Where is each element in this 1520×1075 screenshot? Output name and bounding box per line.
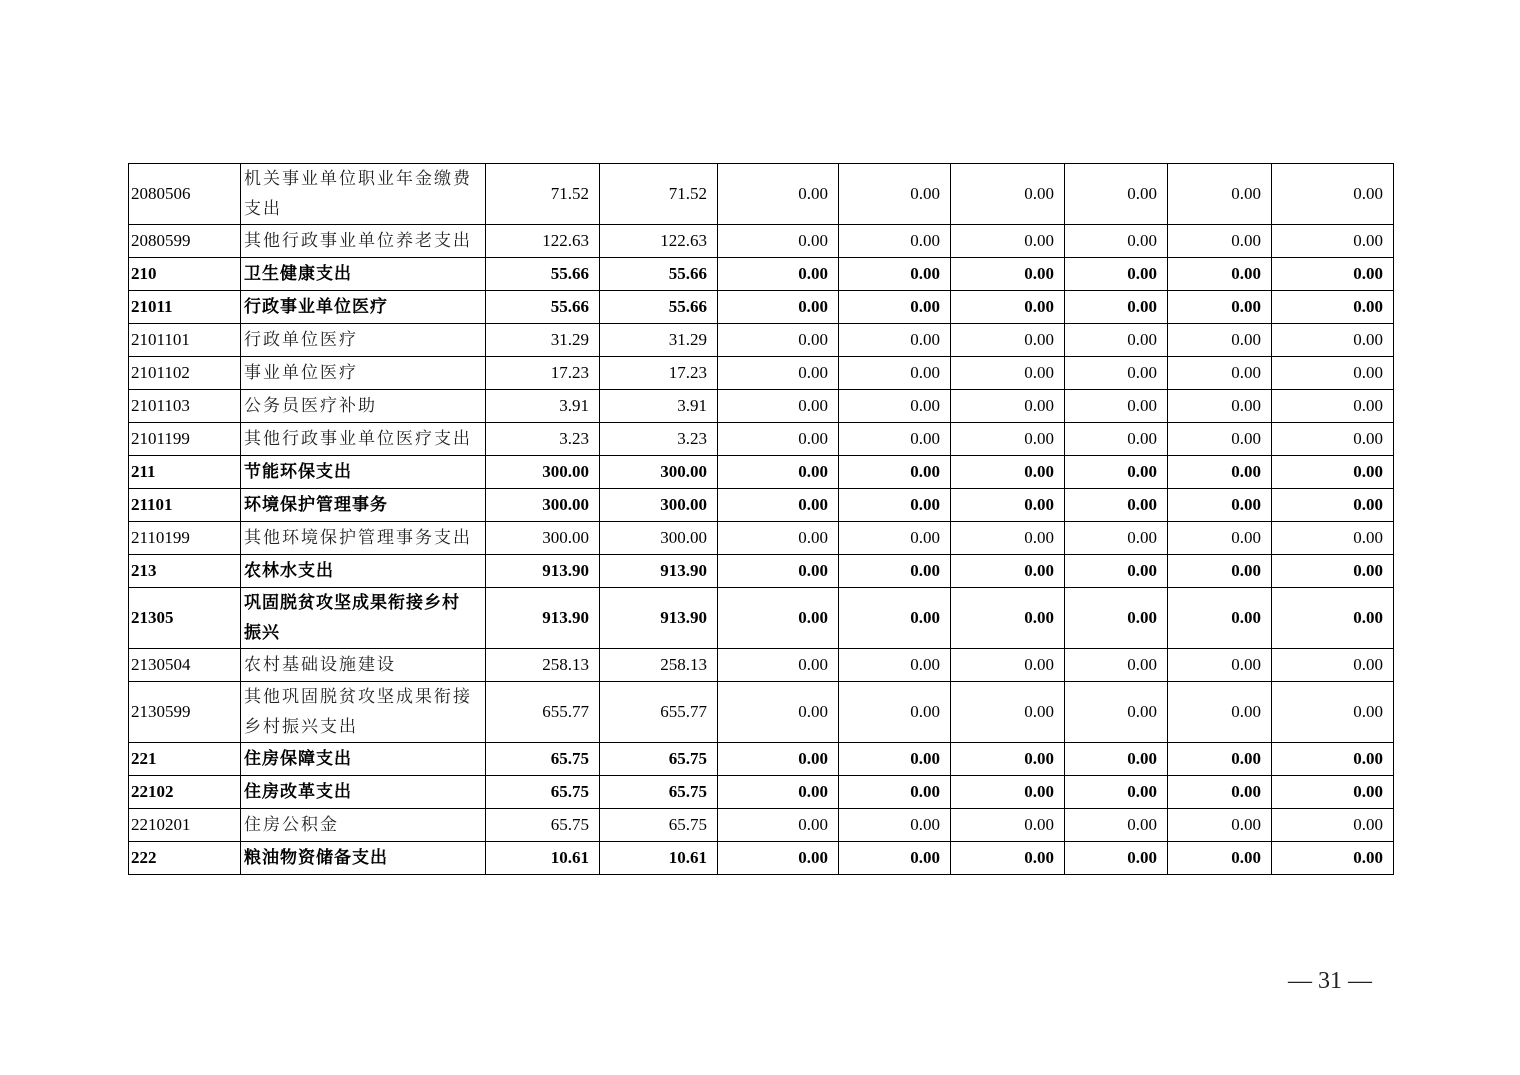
amount-cell: 0.00 bbox=[1065, 164, 1168, 225]
amount-cell: 10.61 bbox=[486, 842, 600, 875]
account-code-cell: 2101101 bbox=[129, 324, 241, 357]
account-code-cell: 22102 bbox=[129, 776, 241, 809]
amount-cell: 0.00 bbox=[1272, 522, 1394, 555]
amount-cell: 0.00 bbox=[718, 776, 839, 809]
amount-cell: 0.00 bbox=[1065, 423, 1168, 456]
amount-cell: 0.00 bbox=[951, 357, 1065, 390]
amount-cell: 0.00 bbox=[1065, 809, 1168, 842]
amount-cell: 0.00 bbox=[839, 809, 951, 842]
amount-cell: 0.00 bbox=[1065, 225, 1168, 258]
amount-cell: 0.00 bbox=[718, 555, 839, 588]
table-row bbox=[129, 324, 1394, 357]
amount-cell: 0.00 bbox=[839, 489, 951, 522]
amount-cell: 0.00 bbox=[951, 776, 1065, 809]
amount-cell: 0.00 bbox=[1065, 489, 1168, 522]
amount-cell: 0.00 bbox=[1065, 588, 1168, 649]
amount-cell: 0.00 bbox=[1168, 258, 1272, 291]
amount-cell: 65.75 bbox=[600, 743, 718, 776]
table-body bbox=[129, 164, 1394, 875]
amount-cell: 0.00 bbox=[1272, 776, 1394, 809]
amount-cell: 0.00 bbox=[951, 649, 1065, 682]
amount-cell: 0.00 bbox=[1168, 423, 1272, 456]
account-name-cell: 其他行政事业单位医疗支出 bbox=[241, 423, 486, 456]
account-name-cell: 公务员医疗补助 bbox=[241, 390, 486, 423]
amount-cell: 0.00 bbox=[1168, 522, 1272, 555]
amount-cell: 0.00 bbox=[1272, 225, 1394, 258]
amount-cell: 0.00 bbox=[1168, 809, 1272, 842]
amount-cell: 55.66 bbox=[600, 258, 718, 291]
account-code-cell: 2101102 bbox=[129, 357, 241, 390]
amount-cell: 0.00 bbox=[839, 555, 951, 588]
amount-cell: 0.00 bbox=[1065, 555, 1168, 588]
amount-cell: 0.00 bbox=[1168, 324, 1272, 357]
amount-cell: 0.00 bbox=[951, 743, 1065, 776]
table-row bbox=[129, 842, 1394, 875]
amount-cell: 0.00 bbox=[839, 522, 951, 555]
account-name-cell: 节能环保支出 bbox=[241, 456, 486, 489]
amount-cell: 0.00 bbox=[1272, 423, 1394, 456]
account-code-cell: 21305 bbox=[129, 588, 241, 649]
account-code-cell: 222 bbox=[129, 842, 241, 875]
amount-cell: 0.00 bbox=[1272, 588, 1394, 649]
amount-cell: 913.90 bbox=[486, 588, 600, 649]
amount-cell: 0.00 bbox=[951, 390, 1065, 423]
amount-cell: 0.00 bbox=[839, 682, 951, 743]
amount-cell: 65.75 bbox=[600, 809, 718, 842]
amount-cell: 0.00 bbox=[951, 682, 1065, 743]
table-row bbox=[129, 776, 1394, 809]
amount-cell: 0.00 bbox=[951, 423, 1065, 456]
page-number: — 31 — bbox=[1288, 968, 1372, 994]
amount-cell: 0.00 bbox=[1272, 164, 1394, 225]
table-row bbox=[129, 258, 1394, 291]
amount-cell: 0.00 bbox=[951, 555, 1065, 588]
account-name-cell: 住房保障支出 bbox=[241, 743, 486, 776]
amount-cell: 300.00 bbox=[600, 489, 718, 522]
amount-cell: 0.00 bbox=[951, 588, 1065, 649]
amount-cell: 0.00 bbox=[1168, 776, 1272, 809]
amount-cell: 0.00 bbox=[1065, 258, 1168, 291]
amount-cell: 0.00 bbox=[718, 522, 839, 555]
account-name-cell: 住房公积金 bbox=[241, 809, 486, 842]
account-name-cell: 粮油物资储备支出 bbox=[241, 842, 486, 875]
amount-cell: 0.00 bbox=[1272, 456, 1394, 489]
amount-cell: 122.63 bbox=[600, 225, 718, 258]
amount-cell: 0.00 bbox=[1065, 743, 1168, 776]
account-name-cell: 其他环境保护管理事务支出 bbox=[241, 522, 486, 555]
account-code-cell: 21011 bbox=[129, 291, 241, 324]
amount-cell: 3.91 bbox=[486, 390, 600, 423]
amount-cell: 0.00 bbox=[839, 324, 951, 357]
amount-cell: 3.23 bbox=[600, 423, 718, 456]
account-name-cell: 其他巩固脱贫攻坚成果衔接乡村振兴支出 bbox=[241, 682, 486, 743]
amount-cell: 0.00 bbox=[1272, 357, 1394, 390]
amount-cell: 65.75 bbox=[486, 743, 600, 776]
amount-cell: 0.00 bbox=[1272, 682, 1394, 743]
amount-cell: 65.75 bbox=[600, 776, 718, 809]
amount-cell: 0.00 bbox=[951, 809, 1065, 842]
account-name-cell: 其他行政事业单位养老支出 bbox=[241, 225, 486, 258]
amount-cell: 0.00 bbox=[718, 423, 839, 456]
amount-cell: 0.00 bbox=[1065, 522, 1168, 555]
table-row bbox=[129, 423, 1394, 456]
amount-cell: 65.75 bbox=[486, 809, 600, 842]
amount-cell: 0.00 bbox=[718, 682, 839, 743]
amount-cell: 0.00 bbox=[951, 456, 1065, 489]
amount-cell: 0.00 bbox=[951, 522, 1065, 555]
account-code-cell: 2080506 bbox=[129, 164, 241, 225]
amount-cell: 55.66 bbox=[600, 291, 718, 324]
amount-cell: 300.00 bbox=[486, 489, 600, 522]
table-row bbox=[129, 522, 1394, 555]
amount-cell: 0.00 bbox=[718, 164, 839, 225]
amount-cell: 0.00 bbox=[839, 164, 951, 225]
table-row bbox=[129, 291, 1394, 324]
amount-cell: 258.13 bbox=[600, 649, 718, 682]
amount-cell: 0.00 bbox=[718, 842, 839, 875]
amount-cell: 0.00 bbox=[1065, 390, 1168, 423]
amount-cell: 0.00 bbox=[1168, 164, 1272, 225]
amount-cell: 0.00 bbox=[1168, 842, 1272, 875]
amount-cell: 300.00 bbox=[486, 456, 600, 489]
amount-cell: 0.00 bbox=[1272, 258, 1394, 291]
account-code-cell: 2110199 bbox=[129, 522, 241, 555]
account-code-cell: 221 bbox=[129, 743, 241, 776]
account-code-cell: 2080599 bbox=[129, 225, 241, 258]
amount-cell: 55.66 bbox=[486, 291, 600, 324]
amount-cell: 0.00 bbox=[718, 456, 839, 489]
amount-cell: 0.00 bbox=[1272, 809, 1394, 842]
amount-cell: 17.23 bbox=[600, 357, 718, 390]
amount-cell: 0.00 bbox=[839, 225, 951, 258]
amount-cell: 0.00 bbox=[951, 225, 1065, 258]
amount-cell: 0.00 bbox=[1168, 489, 1272, 522]
amount-cell: 913.90 bbox=[600, 588, 718, 649]
amount-cell: 0.00 bbox=[1168, 743, 1272, 776]
account-code-cell: 2130599 bbox=[129, 682, 241, 743]
amount-cell: 0.00 bbox=[951, 164, 1065, 225]
amount-cell: 0.00 bbox=[1065, 291, 1168, 324]
amount-cell: 0.00 bbox=[718, 324, 839, 357]
amount-cell: 0.00 bbox=[839, 258, 951, 291]
amount-cell: 31.29 bbox=[486, 324, 600, 357]
table-row bbox=[129, 390, 1394, 423]
amount-cell: 0.00 bbox=[1168, 649, 1272, 682]
amount-cell: 0.00 bbox=[1272, 324, 1394, 357]
account-name-cell: 农林水支出 bbox=[241, 555, 486, 588]
table-row bbox=[129, 489, 1394, 522]
account-code-cell: 21101 bbox=[129, 489, 241, 522]
amount-cell: 913.90 bbox=[486, 555, 600, 588]
amount-cell: 0.00 bbox=[1065, 649, 1168, 682]
amount-cell: 0.00 bbox=[839, 776, 951, 809]
account-code-cell: 213 bbox=[129, 555, 241, 588]
table-row bbox=[129, 225, 1394, 258]
amount-cell: 0.00 bbox=[718, 258, 839, 291]
amount-cell: 0.00 bbox=[1272, 291, 1394, 324]
amount-cell: 0.00 bbox=[1272, 489, 1394, 522]
table-row bbox=[129, 555, 1394, 588]
amount-cell: 0.00 bbox=[1272, 649, 1394, 682]
account-code-cell: 2210201 bbox=[129, 809, 241, 842]
account-name-cell: 事业单位医疗 bbox=[241, 357, 486, 390]
amount-cell: 0.00 bbox=[1168, 682, 1272, 743]
amount-cell: 300.00 bbox=[600, 456, 718, 489]
amount-cell: 0.00 bbox=[718, 809, 839, 842]
amount-cell: 0.00 bbox=[718, 588, 839, 649]
amount-cell: 0.00 bbox=[718, 291, 839, 324]
amount-cell: 0.00 bbox=[1065, 842, 1168, 875]
amount-cell: 0.00 bbox=[1168, 225, 1272, 258]
amount-cell: 3.23 bbox=[486, 423, 600, 456]
amount-cell: 0.00 bbox=[1065, 776, 1168, 809]
account-code-cell: 2130504 bbox=[129, 649, 241, 682]
amount-cell: 0.00 bbox=[839, 842, 951, 875]
account-name-cell: 机关事业单位职业年金缴费支出 bbox=[241, 164, 486, 225]
amount-cell: 0.00 bbox=[718, 390, 839, 423]
amount-cell: 0.00 bbox=[718, 489, 839, 522]
amount-cell: 300.00 bbox=[486, 522, 600, 555]
amount-cell: 0.00 bbox=[1168, 357, 1272, 390]
amount-cell: 0.00 bbox=[1272, 842, 1394, 875]
budget-table bbox=[128, 163, 1394, 875]
account-name-cell: 巩固脱贫攻坚成果衔接乡村振兴 bbox=[241, 588, 486, 649]
amount-cell: 0.00 bbox=[1168, 291, 1272, 324]
table-row bbox=[129, 809, 1394, 842]
amount-cell: 0.00 bbox=[951, 258, 1065, 291]
amount-cell: 0.00 bbox=[1168, 390, 1272, 423]
amount-cell: 10.61 bbox=[600, 842, 718, 875]
table-row bbox=[129, 743, 1394, 776]
account-code-cell: 210 bbox=[129, 258, 241, 291]
amount-cell: 655.77 bbox=[486, 682, 600, 743]
amount-cell: 0.00 bbox=[839, 743, 951, 776]
account-code-cell: 2101103 bbox=[129, 390, 241, 423]
table-row bbox=[129, 164, 1394, 225]
table-row bbox=[129, 649, 1394, 682]
amount-cell: 0.00 bbox=[951, 324, 1065, 357]
amount-cell: 0.00 bbox=[718, 225, 839, 258]
amount-cell: 0.00 bbox=[1065, 357, 1168, 390]
amount-cell: 55.66 bbox=[486, 258, 600, 291]
amount-cell: 0.00 bbox=[718, 649, 839, 682]
amount-cell: 0.00 bbox=[951, 489, 1065, 522]
account-code-cell: 2101199 bbox=[129, 423, 241, 456]
amount-cell: 0.00 bbox=[839, 357, 951, 390]
account-name-cell: 环境保护管理事务 bbox=[241, 489, 486, 522]
table-row bbox=[129, 588, 1394, 649]
amount-cell: 71.52 bbox=[600, 164, 718, 225]
amount-cell: 0.00 bbox=[1272, 390, 1394, 423]
account-name-cell: 行政单位医疗 bbox=[241, 324, 486, 357]
account-name-cell: 住房改革支出 bbox=[241, 776, 486, 809]
table-row bbox=[129, 357, 1394, 390]
amount-cell: 3.91 bbox=[600, 390, 718, 423]
amount-cell: 0.00 bbox=[839, 423, 951, 456]
amount-cell: 0.00 bbox=[1168, 456, 1272, 489]
table-row bbox=[129, 456, 1394, 489]
table-row bbox=[129, 682, 1394, 743]
amount-cell: 65.75 bbox=[486, 776, 600, 809]
amount-cell: 0.00 bbox=[1272, 555, 1394, 588]
amount-cell: 31.29 bbox=[600, 324, 718, 357]
amount-cell: 0.00 bbox=[951, 842, 1065, 875]
amount-cell: 0.00 bbox=[1272, 743, 1394, 776]
account-name-cell: 农村基础设施建设 bbox=[241, 649, 486, 682]
amount-cell: 0.00 bbox=[1168, 588, 1272, 649]
amount-cell: 0.00 bbox=[718, 743, 839, 776]
account-name-cell: 卫生健康支出 bbox=[241, 258, 486, 291]
account-code-cell: 211 bbox=[129, 456, 241, 489]
amount-cell: 17.23 bbox=[486, 357, 600, 390]
amount-cell: 655.77 bbox=[600, 682, 718, 743]
amount-cell: 300.00 bbox=[600, 522, 718, 555]
amount-cell: 0.00 bbox=[1065, 456, 1168, 489]
amount-cell: 0.00 bbox=[718, 357, 839, 390]
amount-cell: 0.00 bbox=[1065, 682, 1168, 743]
amount-cell: 913.90 bbox=[600, 555, 718, 588]
amount-cell: 0.00 bbox=[951, 291, 1065, 324]
amount-cell: 0.00 bbox=[839, 456, 951, 489]
amount-cell: 122.63 bbox=[486, 225, 600, 258]
amount-cell: 258.13 bbox=[486, 649, 600, 682]
amount-cell: 0.00 bbox=[839, 588, 951, 649]
amount-cell: 0.00 bbox=[1065, 324, 1168, 357]
amount-cell: 0.00 bbox=[839, 649, 951, 682]
amount-cell: 71.52 bbox=[486, 164, 600, 225]
account-name-cell: 行政事业单位医疗 bbox=[241, 291, 486, 324]
amount-cell: 0.00 bbox=[839, 291, 951, 324]
amount-cell: 0.00 bbox=[1168, 555, 1272, 588]
amount-cell: 0.00 bbox=[839, 390, 951, 423]
